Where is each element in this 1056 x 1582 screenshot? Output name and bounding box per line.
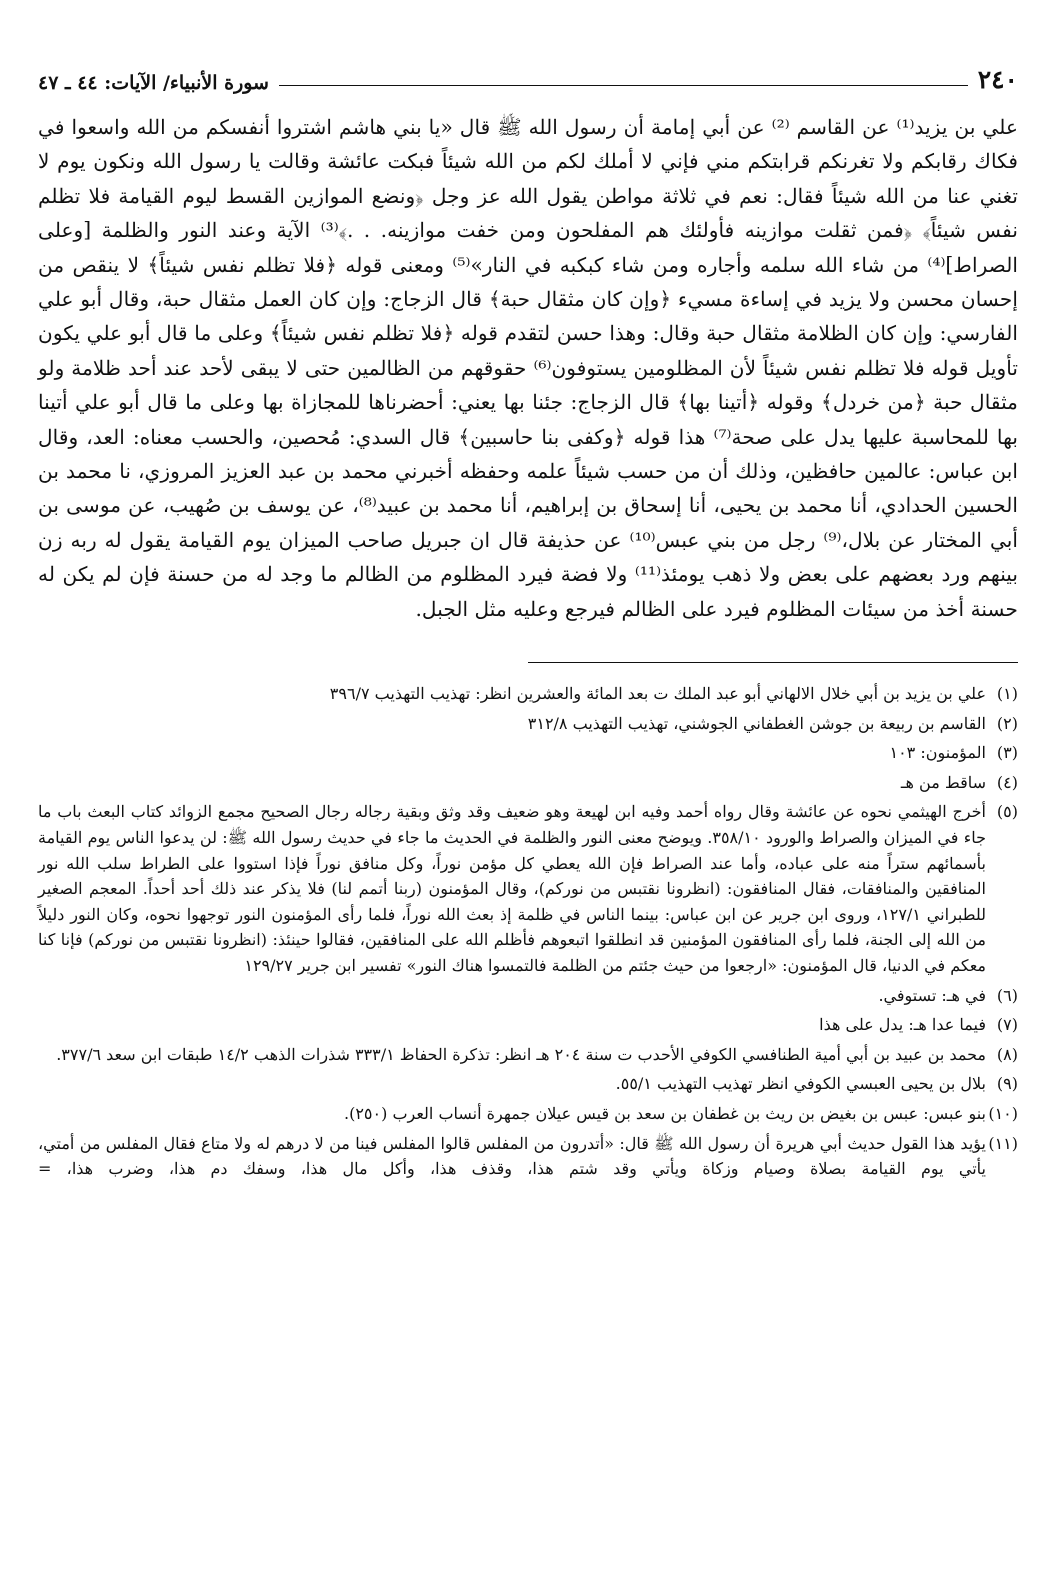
body-paragraph: علي بن يزيد⁽¹⁾ عن القاسم ⁽²⁾ عن أبي إمامة أن رسول الله ﷺ قال «يا بني هاشم اشتروا أنفسكم من الله واسعوا في فكاك رقابكم ولا تغرنكم قرابتكم مني فإني لا أملك لكم من الله شيئاً فبكت عائشة وقالت يا رسول الله ونكون يوم لا تغني عنا من الله شيئاً فقال: نعم في ثلاثة مواطن يقول الله عز وجل ﴿ونضع الموازين القسط ليوم القيامة فلا تظلم نفس شيئاً﴾ ﴿فمن ثقلت موازينه فأولئك هم المفلحون ومن خفت موازينه. . .﴾⁽³⁾ الآية وعند النور والظلمة [وعلى الصراط]⁽⁴⁾ من شاء الله سلمه وأجاره ومن شاء كبكبه في النار»⁽⁵⁾ ومعنى قوله ﴿فلا تظلم نفس شيئاً﴾ لا ينقص من إحسان محسن ولا يزيد في إساءة مسيء ﴿وإن كان مثقال حبة﴾ قال الزجاج: وإن كان العمل مثقال حبة، وقال أبو علي الفارسي: وإن كان الظلامة مثقال حبة وقال: وهذا حسن لتقدم قوله ﴿فلا تظلم نفس شيئاً﴾ وعلى ما قال أبو علي يكون تأويل قوله فلا تظلم نفس شيئاً لأن المظلومين يستوفون⁽⁶⁾ حقوقهم من الظالمين حتى لا يبقى لأحد عند أحد ظلامة ولو مثقال حبة ﴿من خردل﴾ وقوله ﴿أتينا بها﴾ قال الزجاج: جئنا بها يعني: أحضرناها للمجازاة بها وعلى ما قال أبو علي أتينا بها للمحاسبة عليها يدل على صحة⁽⁷⁾ هذا قوله ﴿وكفى بنا حاسبين﴾ قال السدي: مُحصين، والحسب معناه: العد، وقال ابن عباس: عالمين حافظين، وذلك أن من حسب شيئاً علمه وحفظه أخبرني محمد بن عبد العزيز المروزي، نا محمد بن الحسين الحدادي، أنا محمد بن يحيى، أنا إسحاق بن إبراهيم، أنا محمد بن عبيد⁽⁸⁾، عن يوسف بن صُهيب، عن موسى بن أبي المختار عن بلال،⁽⁹⁾ رجل من بني عبس⁽¹⁰⁾ عن حذيفة قال ان جبريل صاحب الميزان يوم القيامة يقول له ربه زن بينهم ورد بعضهم على بعض ولا ذهب يومئذ⁽¹¹⁾ ولا فضة فيرد المظلوم من الظالم ما وجد له من حسنة فإن لم يكن له حسنة أخذ من سيئات المظلوم فيرد على الظالم فيرجع وعليه مثل الجبل. [38,115,1018,621]
book-page [38,60,1018,1186]
footnote-text: يؤيد هذا القول حديث أبي هريرة أن رسول الله ﷺ قال: «أتدرون من المفلس قالوا المفلس فينا من لا درهم له ولا متاع فقال المفلس من أمتي، يأتي يوم القيامة بصلاة وصيام وزكاة ويأتي وقد شتم هذا، وقذف هذا، وأكل مال هذا، وسفك دم هذا، وضرب هذا، = [38,1133,987,1179]
footnote-number: (٨) [996,1044,1018,1064]
footnote-number: (٣) [996,743,1018,763]
footnote-text: القاسم بن ربيعة بن جوشن الغطفاني الجوشني، تهذيب التهذيب ٣١٢/٨ [527,713,986,733]
page-header [38,60,1018,94]
footnotes [38,681,1018,1182]
footnote-separator [528,662,1018,663]
footnote-text: بلال بن يحيى العبسي الكوفي انظر تهذيب التهذيب ٥٥/١. [615,1074,986,1094]
header-rule [279,85,968,86]
footnote-number: (٥) [996,802,1018,822]
running-title: سورة الأنبياء/ الآيات: ٤٤ ـ ٤٧ [38,72,269,94]
footnote [38,740,1018,766]
footnote-text: في هـ: تستوفي. [878,985,986,1005]
footnote-number: (١٠) [988,1104,1018,1123]
footnote-text: أخرج الهيثمي نحوه عن عائشة وقال رواه أحمد وفيه ابن لهيعة وهو ضعيف وقد وثق وبقية رجاله رجال الصحيح مجمع الزوائد كتاب البعث باب ما جاء في الميزان والصراط والورود ٣٥٨/١٠. ويوضح معنى النور والظلمة في الحديث ما جاء في حديث رسول الله ﷺ: لن يدعوا الناس يوم القيامة بأسمائهم ستراً منه على عباده، وأما عند الصراط فإن الله يعطي كل مؤمن نوراً، وكل منافق نوراً فإذا استووا على الطراط سلب الله نور المنافقين والمنافقات، فقال المنافقون: (انظرونا نقتبس من نوركم)، وقال المؤمنون (ربنا أتمم لنا) فلا يذكر عند ذلك أحد أحداً. المعجم الصغير للطبراني ١٢٧/١، وروى ابن جرير عن ابن عباس: بينما الناس في ظلمة إذ بعث الله نوراً، فلما رأى المؤمنون النور توجهوا نحوه، وكان النور دليلاً من الله إلى الجنة، فلما رأى المنافقون المؤمنين قد انطلقوا اتبعوهم فأظلم الله على المنافقين، فقالوا حينئذ: (انظرونا نقتبس من نوركم) فإنا كنا معكم في الدنيا، قال المؤمنون: «ارجعوا من حيث جئتم من الظلمة فالتمسوا هناك النور» تفسير ابن جرير ١٢٩/٢٧ [38,802,986,976]
footnote [38,1131,1018,1182]
footnote [38,983,1018,1009]
footnote [38,1042,1018,1068]
footnote-text: فيما عدا هـ: يدل على هذا [819,1015,986,1035]
footnote [38,1101,1018,1127]
footnote-number: (٧) [996,1015,1018,1035]
footnote-text: محمد بن عبيد بن أبي أمية الطنافسي الكوفي الأحدب ت سنة ٢٠٤ هـ انظر: تذكرة الحفاظ ٣٣٣/١ شذرات الذهب ١٤/٢ طبقات ابن سعد ٣٧٧/٦. [56,1044,986,1064]
footnote [38,770,1018,796]
footnote-text: المؤمنون: ١٠٣ [889,743,986,763]
footnote-text: بنو عبس: عبس بن بغيض بن ريث بن غطفان بن سعد بن قيس عيلان جمهرة أنساب العرب (٢٥٠). [344,1104,986,1123]
footnote-number: (٦) [996,985,1018,1005]
footnote-text: علي بن يزيد بن أبي خلال الالهاني أبو عبد الملك ت بعد المائة والعشرين انظر: تهذيب التهذيب ٣٩٦/٧ [329,684,986,704]
footnote-number: (١١) [988,1133,1018,1153]
footnote [38,1012,1018,1038]
footnote [38,1071,1018,1097]
footnote [38,681,1018,707]
footnote-number: (١) [996,684,1018,704]
footnote [38,799,1018,978]
footnote-number: (٤) [996,772,1018,792]
footnote-number: (٢) [996,713,1018,733]
main-text [38,110,1018,626]
page-number: ٢٤٠ [977,65,1018,94]
footnote [38,711,1018,737]
footnote-number: (٩) [996,1074,1018,1094]
footnote-text: ساقط من هـ [900,772,986,792]
